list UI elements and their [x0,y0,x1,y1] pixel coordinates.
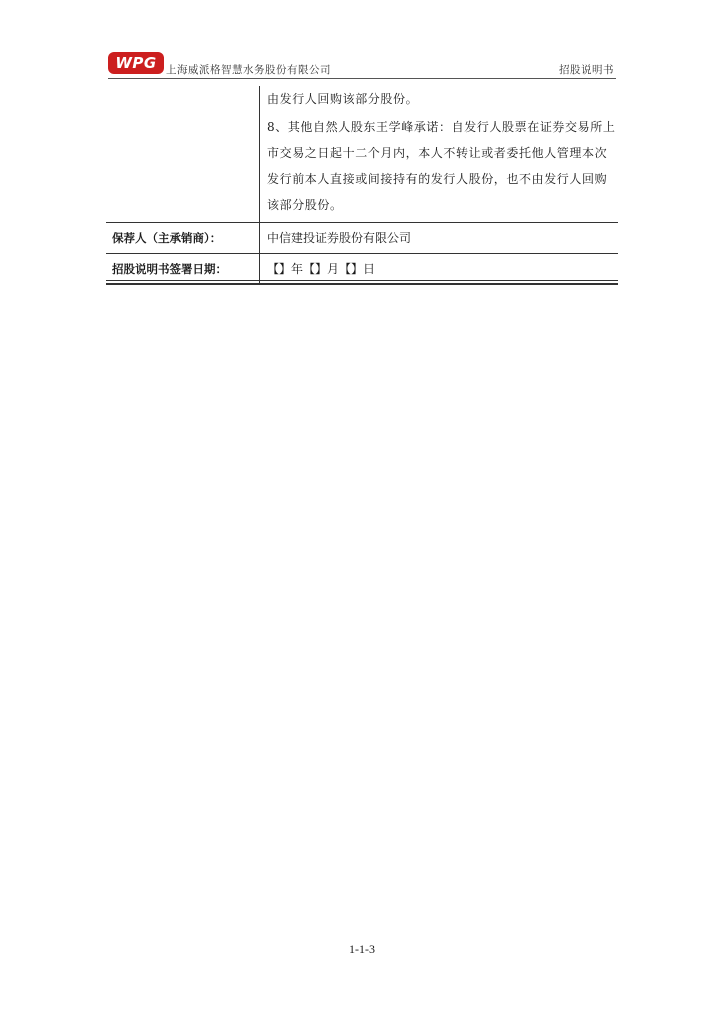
header-divider [108,78,616,79]
signing-date-value: 【】年【】月【】日 [260,254,619,286]
document-type: 招股说明书 [559,64,614,76]
prospectus-info-table [106,86,618,285]
page-number: 1-1-3 [349,942,375,956]
page-header [108,50,616,80]
company-logo: WPG [108,52,164,74]
continuation-text: 由发行人回购该部分股份。 [267,92,419,106]
sponsor-label: 保荐人（主承销商）： [106,223,260,254]
table-bottom-rule-thick [106,283,618,285]
table-row [106,86,618,223]
commitment-cell [260,86,619,223]
empty-label-cell [106,86,260,223]
signing-date-label: 招股说明书签署日期： [112,262,227,276]
sponsor-value: 中信建投证券股份有限公司 [260,223,619,254]
company-name: 上海威派格智慧水务股份有限公司 [166,64,331,76]
commitment-8-text: 8、其他自然人股东王学峰承诺：自发行人股票在证券交易所上市交易之日起十二个月内，本人不转让或者委托他人管理本次发行前本人直接或间接持有的发行人股份，也不由发行人回购该部分股份。 [267,120,616,212]
table-bottom-rule [106,280,618,281]
table-row [106,223,618,254]
